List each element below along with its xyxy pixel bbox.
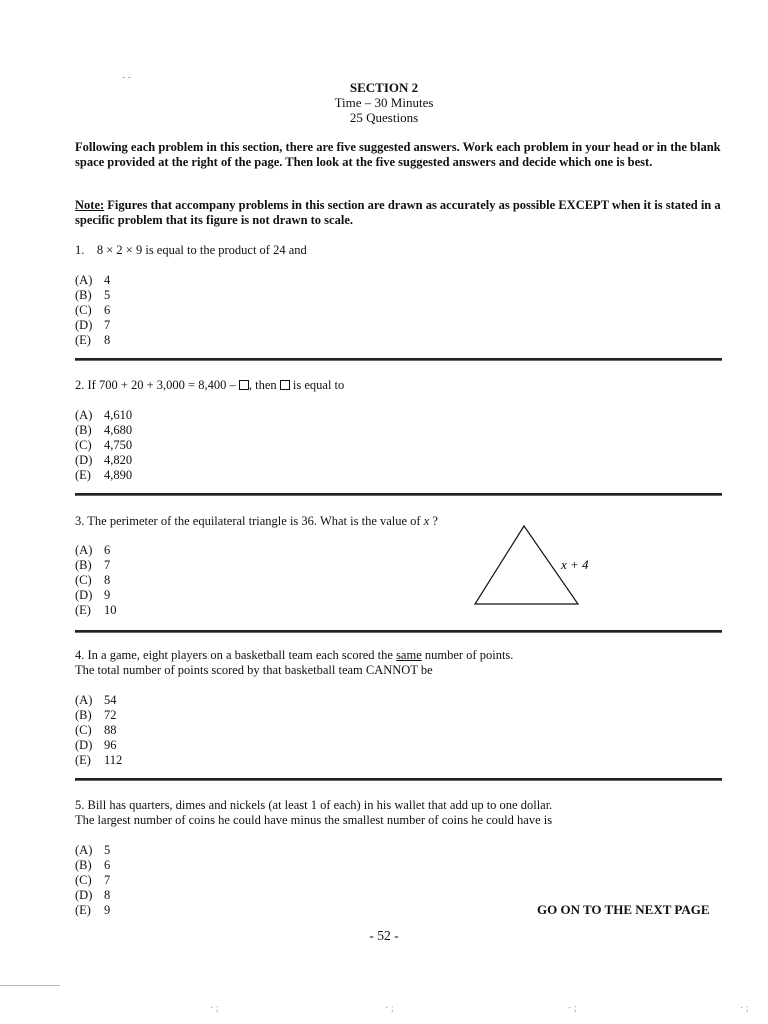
choice[interactable]: (C) 88 — [75, 723, 117, 737]
choice[interactable]: (A) 6 — [75, 543, 111, 557]
choice[interactable]: (A) 4 — [75, 273, 111, 287]
divider — [75, 630, 722, 633]
divider — [75, 358, 722, 361]
choice[interactable]: (C) 4,750 — [75, 438, 133, 452]
choice[interactable]: (A) 5 — [75, 843, 111, 857]
choice[interactable]: (B) 7 — [75, 558, 111, 572]
question-2-choices — [75, 408, 132, 483]
choice[interactable]: (E) 112 — [75, 753, 123, 767]
question-3-choices — [75, 543, 117, 618]
choice[interactable]: (E) 4,890 — [75, 468, 133, 482]
question-1-choices — [75, 273, 110, 348]
question-5-text: 5. Bill has quarters, dimes and nickels (at least 1 of each) in his wallet that add up to one dollar. The largest number of coins he could have minus the smallest number of coins he could have is — [75, 798, 553, 827]
question-3-text: 3. The perimeter of the equilateral triangle is 36. What is the value of x ? — [75, 514, 438, 528]
section-time: Time – 30 Minutes — [334, 95, 434, 110]
choice[interactable]: (D) 4,820 — [75, 453, 133, 467]
choice[interactable]: (D) 96 — [75, 738, 117, 752]
choice[interactable]: (C) 6 — [75, 303, 111, 317]
page-number: - 52 - — [369, 928, 399, 943]
scan-mark: · ; — [385, 1003, 394, 1014]
section-header — [0, 80, 768, 125]
section-title: SECTION 2 — [349, 80, 419, 95]
question-5-choices — [75, 843, 110, 918]
choice[interactable]: (A) 4,610 — [75, 408, 133, 422]
choice[interactable]: (E) 10 — [75, 603, 117, 617]
directions-paragraph: Following each problem in this section, there are five suggested answers. Work each problem in your head or in the blank space provided at the right of the page. Then look at the five suggested answers and decide which one is best. — [75, 140, 721, 169]
blank-box-icon — [239, 380, 249, 390]
scan-mark: · ; — [740, 1003, 749, 1014]
question-2-text: 2. If 700 + 20 + 3,000 = 8,400 – , then is equal to — [75, 378, 345, 392]
choice[interactable]: (D) 7 — [75, 318, 111, 332]
choice[interactable]: (B) 6 — [75, 858, 111, 872]
equilateral-triangle-figure — [470, 522, 605, 608]
choice[interactable]: (C) 7 — [75, 873, 111, 887]
choice[interactable]: (D) 9 — [75, 588, 111, 602]
triangle-side-label: x + 4 — [561, 557, 589, 572]
divider — [75, 493, 722, 496]
scan-mark: - - — [122, 72, 132, 83]
divider — [75, 778, 722, 781]
section-question-count: 25 Questions — [349, 110, 419, 125]
choice[interactable]: (A) 54 — [75, 693, 117, 707]
blank-box-icon — [280, 380, 290, 390]
choice[interactable]: (B) 5 — [75, 288, 111, 302]
question-4-text: 4. In a game, eight players on a basketball team each scored the same number of points. The total number of points scored by that basketball team CANNOT be — [75, 648, 514, 677]
scan-mark: · ; — [568, 1003, 577, 1014]
question-4-choices — [75, 693, 122, 768]
choice[interactable]: (B) 72 — [75, 708, 117, 722]
choice[interactable]: (E) 8 — [75, 333, 111, 347]
note-label: Note: — [75, 198, 105, 212]
note-text: Figures that accompany problems in this section are drawn as accurately as possible EXCEPT when it is stated in a specific problem that its figure is not drawn to scale. — [75, 198, 721, 227]
choice[interactable]: (D) 8 — [75, 888, 111, 902]
choice[interactable]: (B) 4,680 — [75, 423, 133, 437]
go-on-next-page: GO ON TO THE NEXT PAGE — [537, 902, 710, 917]
scan-edge-line — [0, 985, 60, 986]
choice[interactable]: (C) 8 — [75, 573, 111, 587]
scan-mark: · ; — [210, 1003, 219, 1014]
note-paragraph — [75, 198, 725, 228]
choice[interactable]: (E) 9 — [75, 903, 111, 917]
question-1-text: 1. 8 × 2 × 9 is equal to the product of 24 and — [75, 243, 307, 257]
